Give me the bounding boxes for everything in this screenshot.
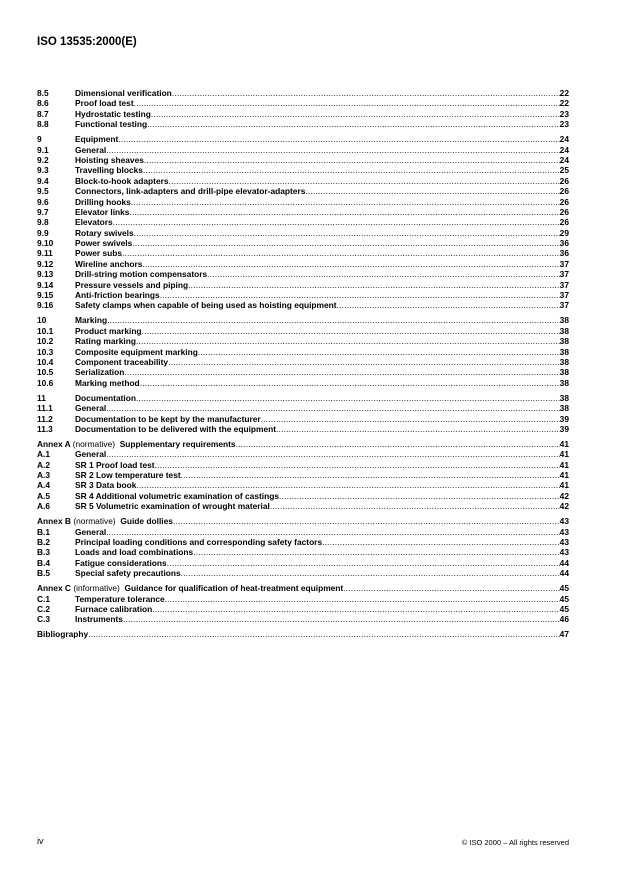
toc-page-number: 45 (559, 583, 569, 594)
toc-entry[interactable] (37, 403, 569, 413)
toc-entry-number: 9.11 (37, 248, 53, 259)
dot-leader (337, 300, 560, 310)
toc-entry[interactable] (37, 197, 569, 207)
toc-group (37, 315, 569, 388)
toc-entry[interactable] (37, 629, 569, 639)
toc-entry-number: C.1 (37, 593, 51, 604)
toc-group (37, 88, 569, 130)
annex-heading-text (37, 516, 173, 526)
toc-page-number: 26 (559, 175, 569, 186)
toc-entry-number: B.4 (37, 557, 51, 568)
toc-entry[interactable] (37, 347, 569, 357)
toc-page-number: 42 (559, 501, 569, 512)
toc-entry[interactable] (37, 547, 569, 557)
toc-entry-number: A.2 (37, 459, 51, 470)
toc-entry-title: Dimensional verification (75, 88, 172, 98)
toc-entry[interactable] (37, 109, 569, 119)
toc-entry-number: 9.10 (37, 238, 54, 249)
dot-leader (143, 165, 560, 175)
toc-page-number: 42 (559, 490, 569, 501)
toc-entry[interactable] (37, 357, 569, 367)
dot-leader (134, 228, 560, 238)
dot-leader (172, 88, 560, 98)
toc-entry-title: Product marking (75, 325, 142, 336)
dot-leader (167, 558, 560, 568)
toc-entry-title: Bibliography (37, 629, 89, 640)
dot-leader (131, 197, 560, 207)
toc-entry-number: A.1 (37, 449, 51, 460)
toc-entry-title: Documentation to be delivered with the equipment (75, 423, 277, 434)
annex-label: Annex B (37, 516, 71, 527)
toc-entry[interactable] (37, 176, 569, 186)
toc-page-number: 25 (559, 165, 569, 176)
toc-entry[interactable] (37, 367, 569, 377)
toc-entry-title: Special safety precautions (75, 568, 181, 579)
toc-group (37, 393, 569, 435)
toc-page-number: 38 (559, 356, 569, 367)
toc-page-number: 36 (559, 238, 569, 249)
toc-entry-title: Travelling blocks (75, 165, 143, 176)
toc-entry-title: Component traceability (75, 356, 169, 367)
toc-entry-title: Marking (75, 315, 108, 326)
toc-entry-title: Elevator links (75, 206, 130, 217)
toc-entry-title: SR 1 Proof load test (75, 459, 155, 470)
toc-entry-title: SR 5 Volumetric examination of wrought material (75, 501, 270, 512)
dot-leader (140, 378, 560, 388)
toc-page-number: 39 (559, 413, 569, 424)
toc-entry[interactable] (37, 145, 569, 155)
toc-entry-number: 8.6 (37, 98, 49, 109)
toc-page-number: 23 (559, 108, 569, 119)
toc-entry-number: 11.2 (37, 413, 53, 424)
toc-entry-title: Safety clamps when capable of being used as hoisting equipment (75, 300, 337, 311)
toc-group (37, 583, 569, 625)
toc-page-number: 24 (559, 144, 569, 155)
dot-leader (136, 336, 560, 346)
annex-title: Guidance for qualification of heat-treatment equipment (124, 583, 344, 594)
toc-entry[interactable] (37, 594, 569, 604)
toc-entry-title: Connectors, link-adapters and drill-pipe elevator-adapters (75, 186, 306, 197)
toc-entry-number: 9 (37, 134, 42, 145)
dot-leader (343, 583, 559, 593)
toc-entry[interactable] (37, 165, 569, 175)
toc-page-number: 38 (559, 346, 569, 357)
toc-entry-title: Hoisting sheaves (75, 154, 144, 165)
toc-page-number: 37 (559, 290, 569, 301)
toc-entry-title: Anti-friction bearings (75, 290, 160, 301)
document-header: ISO 13535:2000(E) (37, 36, 137, 48)
toc-entry-title: General (75, 449, 107, 460)
dot-leader (276, 424, 560, 434)
dot-leader (107, 315, 560, 325)
dot-leader (106, 145, 559, 155)
toc-annex-heading[interactable] (37, 439, 569, 449)
toc-entry-number: 10.1 (37, 325, 54, 336)
toc-entry-number: C.2 (37, 603, 51, 614)
toc-entry-title: Rating marking (75, 336, 136, 347)
toc-entry-title: Furnace calibration (75, 603, 153, 614)
toc-page-number: 43 (559, 536, 569, 547)
toc-page-number: 44 (559, 568, 569, 579)
toc-entry-title: Documentation (75, 392, 136, 403)
toc-annex-heading[interactable] (37, 516, 569, 526)
annex-type: (informative) (73, 583, 120, 594)
dot-leader (168, 357, 560, 367)
toc-page-number: 46 (559, 614, 569, 625)
dot-leader (129, 207, 559, 217)
toc-entry-title: Power subs (75, 248, 123, 259)
annex-title: Supplementary requirements (119, 438, 236, 449)
toc-entry-title: Loads and load combinations (75, 547, 194, 558)
toc-entry-number: A.3 (37, 470, 51, 481)
copyright-notice: © ISO 2000 – All rights reserved (461, 838, 569, 847)
page-number: iv (37, 836, 44, 846)
toc-entry-title: Power swivels (75, 238, 133, 249)
toc-page-number: 24 (559, 134, 569, 145)
toc-entry-number: 10.2 (37, 336, 54, 347)
dot-leader (261, 414, 560, 424)
toc-page-number: 41 (559, 480, 569, 491)
toc-page-number: 43 (559, 516, 569, 527)
toc-page-number: 24 (559, 154, 569, 165)
toc-entry-title: SR 4 Additional volumetric examination of castings (75, 490, 279, 501)
toc-entry-title: Block-to-hook adapters (75, 175, 169, 186)
toc-entry-title: General (75, 144, 107, 155)
toc-entry-title: SR 3 Data book (75, 480, 137, 491)
dot-leader (124, 367, 559, 377)
toc-entry-number: 9.15 (37, 290, 54, 301)
toc-entry-number: 9.8 (37, 217, 49, 228)
toc-entry[interactable] (37, 248, 569, 258)
dot-leader (142, 259, 559, 269)
toc-entry-number: 9.5 (37, 186, 49, 197)
toc-entry[interactable] (37, 558, 569, 568)
dot-leader (198, 347, 560, 357)
toc-page-number: 26 (559, 186, 569, 197)
toc-entry-number: 9.7 (37, 206, 49, 217)
toc-page-number: 45 (559, 603, 569, 614)
dot-leader (88, 629, 559, 639)
toc-entry-title: Rotary swivels (75, 227, 134, 238)
toc-page-number: 38 (559, 403, 569, 414)
toc-page-number: 26 (559, 196, 569, 207)
dot-leader (106, 527, 559, 537)
toc-page-number: 37 (559, 279, 569, 290)
toc-entry-number: A.6 (37, 501, 51, 512)
dot-leader (136, 480, 559, 490)
toc-entry-number: 9.12 (37, 258, 54, 269)
toc-entry-number: 9.9 (37, 227, 49, 238)
toc-page-number: 38 (559, 325, 569, 336)
annex-label: Annex A (37, 438, 71, 449)
dot-leader (193, 547, 559, 557)
table-of-contents (37, 88, 569, 644)
toc-entry-number: 11 (37, 392, 46, 403)
annex-type: (normative) (72, 438, 116, 449)
toc-entry-title: General (75, 403, 107, 414)
toc-entry[interactable] (37, 568, 569, 578)
dot-leader (151, 109, 560, 119)
toc-page-number: 38 (559, 315, 569, 326)
toc-group (37, 439, 569, 512)
toc-entry-number: 9.6 (37, 196, 49, 207)
toc-page-number: 47 (559, 629, 569, 640)
toc-entry[interactable] (37, 326, 569, 336)
toc-page-number: 23 (559, 119, 569, 130)
annex-heading-text (37, 439, 236, 449)
toc-page-number: 45 (559, 593, 569, 604)
toc-page-number: 38 (559, 336, 569, 347)
dot-leader (173, 516, 560, 526)
toc-entry-number: B.3 (37, 547, 51, 558)
dot-leader (144, 155, 560, 165)
dot-leader (123, 614, 560, 624)
toc-page-number: 43 (559, 547, 569, 558)
toc-group (37, 629, 569, 639)
toc-page-number: 38 (559, 392, 569, 403)
dot-leader (181, 568, 560, 578)
toc-entry[interactable] (37, 537, 569, 547)
toc-entry[interactable] (37, 449, 569, 459)
toc-page-number: 36 (559, 248, 569, 259)
toc-entry-title: Proof load test (75, 98, 134, 109)
toc-entry[interactable] (37, 527, 569, 537)
toc-group (37, 516, 569, 578)
toc-entry-title: Hydrostatic testing (75, 108, 151, 119)
toc-entry-number: A.4 (37, 480, 51, 491)
toc-page-number: 39 (559, 423, 569, 434)
dot-leader (169, 176, 560, 186)
toc-page-number: 43 (559, 526, 569, 537)
toc-entry-title: Instruments (75, 614, 123, 625)
toc-entry-number: A.5 (37, 490, 51, 501)
toc-entry[interactable] (37, 491, 569, 501)
toc-entry[interactable] (37, 393, 569, 403)
toc-entry-number: 10.5 (37, 367, 54, 378)
toc-entry-number: 10.4 (37, 356, 54, 367)
toc-page-number: 37 (559, 258, 569, 269)
toc-entry[interactable] (37, 501, 569, 511)
toc-entry-number: B.5 (37, 568, 51, 579)
toc-entry[interactable] (37, 259, 569, 269)
toc-entry-title: Equipment (75, 134, 119, 145)
annex-heading-text (37, 583, 343, 593)
toc-entry-number: 11.1 (37, 403, 53, 414)
toc-page-number: 41 (559, 459, 569, 470)
toc-page-number: 26 (559, 206, 569, 217)
dot-leader (106, 403, 559, 413)
toc-entry[interactable] (37, 336, 569, 346)
dot-leader (134, 98, 560, 108)
toc-page-number: 41 (559, 449, 569, 460)
toc-entry[interactable] (37, 604, 569, 614)
dot-leader (270, 501, 560, 511)
toc-entry-number: 9.14 (37, 279, 54, 290)
toc-page-number: 41 (559, 470, 569, 481)
toc-page-number: 37 (559, 300, 569, 311)
toc-page-number: 37 (559, 269, 569, 280)
dot-leader (155, 460, 560, 470)
toc-entry[interactable] (37, 134, 569, 144)
toc-page-number: 22 (559, 88, 569, 98)
dot-leader (122, 248, 560, 258)
toc-entry-number: 9.1 (37, 144, 49, 155)
toc-page-number: 44 (559, 557, 569, 568)
toc-entry-number: 8.7 (37, 108, 49, 119)
toc-entry[interactable] (37, 280, 569, 290)
dot-leader (142, 326, 560, 336)
toc-entry[interactable] (37, 88, 569, 98)
toc-entry-number: C.3 (37, 614, 51, 625)
toc-entry[interactable] (37, 228, 569, 238)
dot-leader (305, 186, 559, 196)
toc-entry-number: B.1 (37, 526, 51, 537)
toc-page-number: 26 (559, 217, 569, 228)
toc-entry[interactable] (37, 269, 569, 279)
toc-page-number: 22 (559, 98, 569, 109)
toc-entry-number: 10 (37, 315, 47, 326)
toc-entry-number: 9.3 (37, 165, 49, 176)
dot-leader (113, 217, 560, 227)
dot-leader (322, 537, 560, 547)
toc-entry[interactable] (37, 155, 569, 165)
dot-leader (132, 238, 559, 248)
toc-entry-number: 8.5 (37, 88, 49, 98)
toc-entry[interactable] (37, 217, 569, 227)
dot-leader (106, 449, 559, 459)
toc-page-number: 38 (559, 377, 569, 388)
toc-entry-title: Drilling hooks (75, 196, 131, 207)
annex-type: (normative) (73, 516, 116, 527)
toc-entry-title: Functional testing (75, 119, 148, 130)
dot-leader (147, 119, 560, 129)
toc-entry[interactable] (37, 98, 569, 108)
toc-entry[interactable] (37, 207, 569, 217)
toc-group (37, 134, 569, 311)
toc-entry-number: 10.3 (37, 346, 54, 357)
toc-entry-title: Marking method (75, 377, 140, 388)
toc-entry-title: Fatigue considerations (75, 557, 167, 568)
dot-leader (181, 470, 560, 480)
toc-entry-number: 9.13 (37, 269, 54, 280)
toc-entry-number: 11.3 (37, 423, 53, 434)
dot-leader (165, 594, 560, 604)
toc-page-number: 29 (559, 227, 569, 238)
toc-entry-title: SR 2 Low temperature test (75, 470, 181, 481)
toc-page-number: 38 (559, 367, 569, 378)
toc-entry-number: 9.2 (37, 154, 49, 165)
toc-entry-title: Documentation to be kept by the manufacturer (75, 413, 261, 424)
toc-entry[interactable] (37, 186, 569, 196)
toc-page-number: 41 (559, 438, 569, 449)
toc-entry-title: Drill-string motion compensators (75, 269, 208, 280)
toc-entry-title: Composite equipment marking (75, 346, 198, 357)
toc-annex-heading[interactable] (37, 583, 569, 593)
dot-leader (236, 439, 560, 449)
toc-entry[interactable] (37, 290, 569, 300)
toc-entry-number: 8.8 (37, 119, 49, 130)
toc-entry[interactable] (37, 614, 569, 624)
toc-entry[interactable] (37, 300, 569, 310)
toc-entry-title: Elevators (75, 217, 113, 228)
toc-entry[interactable] (37, 378, 569, 388)
dot-leader (118, 134, 559, 144)
toc-entry[interactable] (37, 119, 569, 129)
toc-entry[interactable] (37, 238, 569, 248)
toc-entry-title: Principal loading conditions and corresponding safety factors (75, 536, 323, 547)
dot-leader (279, 491, 560, 501)
toc-entry-number: B.2 (37, 536, 51, 547)
toc-entry-number: 9.4 (37, 175, 49, 186)
toc-entry-title: Pressure vessels and piping (75, 279, 189, 290)
toc-entry[interactable] (37, 315, 569, 325)
dot-leader (207, 269, 560, 279)
annex-label: Annex C (37, 583, 71, 594)
toc-entry[interactable] (37, 414, 569, 424)
toc-entry-number: 10.6 (37, 377, 54, 388)
toc-entry-title: Serialization (75, 367, 125, 378)
dot-leader (160, 290, 560, 300)
toc-entry[interactable] (37, 470, 569, 480)
toc-entry[interactable] (37, 480, 569, 490)
toc-entry-title: Temperature tolerance (75, 593, 165, 604)
toc-entry[interactable] (37, 460, 569, 470)
toc-entry-title: Wireline anchors (75, 258, 143, 269)
toc-entry-title: General (75, 526, 107, 537)
dot-leader (152, 604, 559, 614)
toc-entry[interactable] (37, 424, 569, 434)
toc-entry-number: 9.16 (37, 300, 54, 311)
annex-title: Guide dollies (120, 516, 173, 527)
dot-leader (188, 280, 560, 290)
dot-leader (136, 393, 560, 403)
